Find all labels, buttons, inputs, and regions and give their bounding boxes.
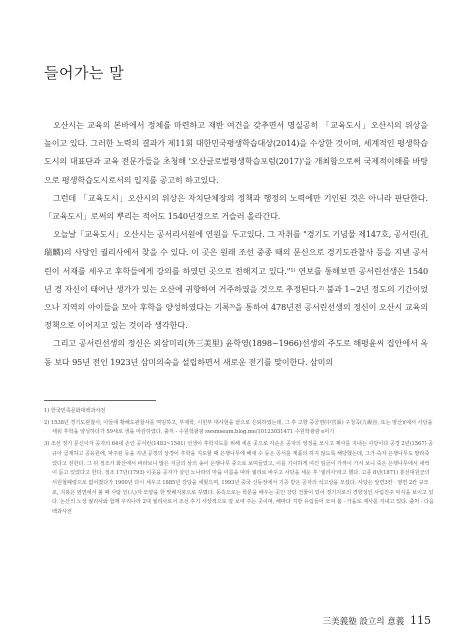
page-number: 115 (410, 614, 431, 627)
footnote: 3) 조선 정기 문신이자 공자의 64대 손인 공서린(1483~1541) 선생이 후학지도를 위해 세운 곳으로 자손은 공자의 영정을 모시고 제사를 지내는 사당이다 공경 2년(1567) 공규아 급재하고 공유원에, 파주된 등을 지낸 공경의 상경이 후학을 지도할 때 은행나무에 해새 수 등은 공서를 계품의 하지 않도록 해당했는데, 그가 죽자 은행나무도 말라죽었다고 전한다. 그 뒤 정조가 화산에서 바라보니 많은 지금의 상의 송이 은행나무 중으로 보며들었고, 이를 기이하게 여긴 임금이 가까이 가서 보니 죽은 은행나무에서 새싹이 돋고 있었다고 한다. 정조 17년(1793) 이곳을 공자가 살던 노나라의 마을 이름을 따라 궐리로 바꾸고 사당을 세운 후 '궐리사'라고 했다. 고종 8년(1871) 흥선대원군의 서원철폐령으로 없어졌다가 1900년 다시 세우고 1885년 강당을 세웠으며, 1993년 중국 신동정에서 기증 받은 공자의 석고상을 모셨다. 사당은 앞면3칸 · 옆면 2칸 규모로, 지붕은 옆면에서 볼 때 사람 인(人)자 모양을 한 맞배지붕으로 꾸몄다. 동측으로는 학문을 배우는 곳인 강당 건물이 있어 경기지로의 경향성인 사림진주 익식을 보이고 있다. 논산의 노성 궐리사와 함께 우리나라 2대 궐리사로서 조선 후기 사상적으로 잘 보여 주는 곳이며, 해마다 지방 유림들이 모여 봄 · 가을로 제사를 지내고 있다. 출처 - 다음백과사전 (44, 441, 434, 516)
paragraph: 오늘날「교육도시」오산시는 공서리서원에 연원을 두고있다. 그 자취를 "경기도 기념물 제147호, 공서린(孔瑞麟)의 사당인 궐리사에서 찾을 수 있다. 이 곳은 원래 조선 중종 때의 문신으로 경기도관찰사 등을 지낸 공서린이 서재를 세우고 후학들에게 강의를 하였던 곳으로 전해지고 있다."¹⁾ 연보를 통해보면 공서린선생은 1540년 경 자신이 태어난 생가가 있는 오산에 귀향하여 거주하였을 것으로 추정된다.²⁾ 불과 1~2년 정도의 기간이었으나 지역의 아이들을 모아 후학을 양성하였다는 기록³⁾을 통하여 478년전 공서린선생의 정신이 오산시 교육의 정책으로 이어지고 있는 것이라 생각한다. (44, 229, 428, 331)
paragraph: 그리고 공서린선생의 정신은 외삼미리(外三美里) 윤학영(1898~1966)선생의 주도로 해평윤씨 집안에서 옥동 보다 95년 전인 1923년 삼미의숙을 설립하면서 새로운 전기를 맞이한다. 삼미의 (44, 338, 428, 367)
footnote-divider (44, 400, 156, 401)
paragraph: 오산시는 교육의 본바에서 정체를 마련하고 재반 여건을 갖추면서 명실공히 「교육도시」오산시의 위상을 높이고 있다. 그러한 노력의 결과가 제11회 대한민국평생학습대상(2014)을 수상한 것이며, 세계적인 평생학습도시의 대표단과 교육 전문가들을 초청해 '오산글로벌평생학습포럼(2017)'을 개최함으로써 국제적이해를 바탕으로 평생학습도시로서의 입지를 공고히 하고있다. (44, 120, 428, 185)
running-title: 三美義塾 設立의 意義 (322, 617, 405, 627)
footnote: 2) 1538년 경기도관찰사, 아들에 황해도관찰사를 역임하고, 부제학, 시헌부 대사헌을 끝으로 은퇴하였는데, 그 후 고향 중궁면(中宮面) 구청곡(九峴谷, 또는 땅산)(에서 사당을 세워 후학을 양성하다가 59세로 생을 마감하였다. 출처 - 수원학광광 swsmseum.blog.me/10123031471 수원학광광 e미기 (44, 419, 433, 436)
footnote: 1) 한국민족문화대백과사전 (44, 408, 106, 414)
section-heading: 들어가는 말 (44, 64, 125, 82)
body-text (44, 116, 428, 371)
footnotes (44, 407, 434, 520)
page-footer (323, 614, 431, 627)
paragraph: 그런데 「교육도시」오산시의 위상은 자치단체장의 정책과 행정의 노력에만 기인된 것은 아니라 판단한다. 「교육도시」로써의 뿌리는 적어도 1540년경으로 거슬러 올라간다. (44, 192, 428, 222)
